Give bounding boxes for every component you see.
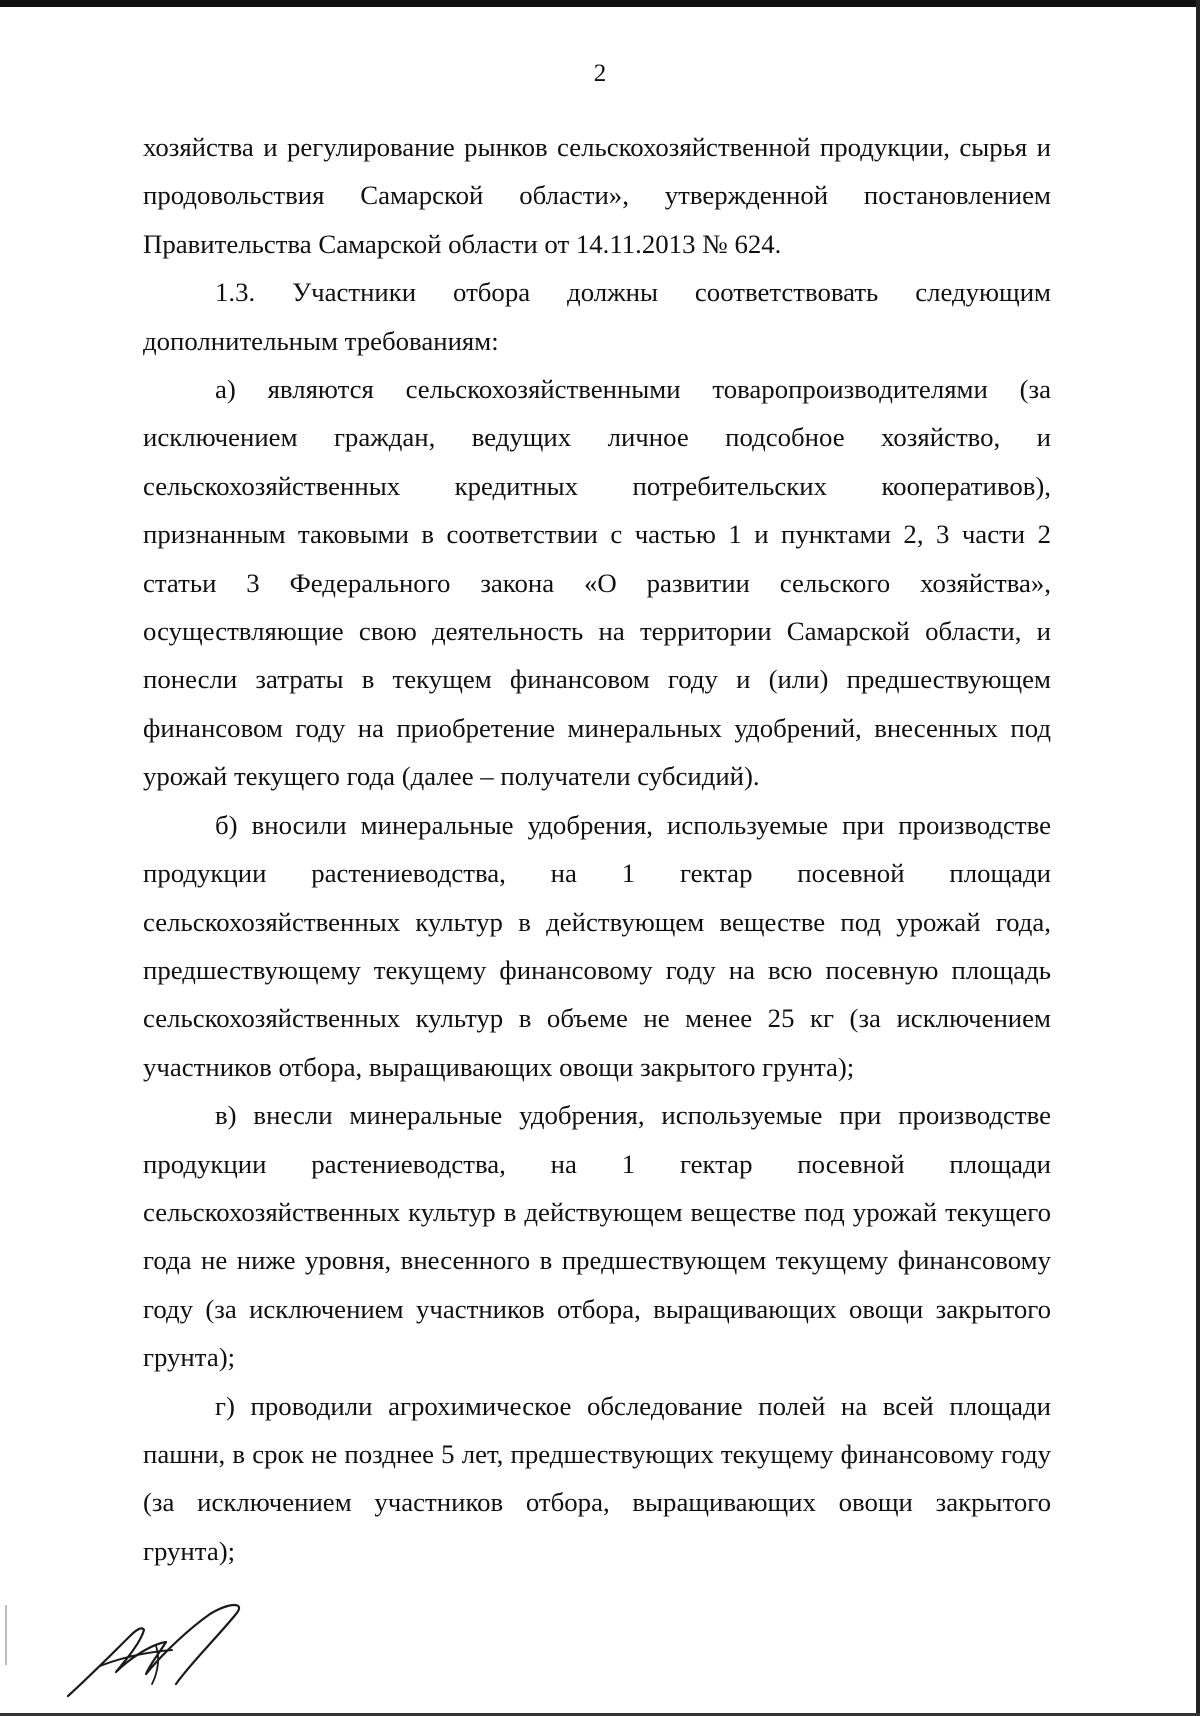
page-number: 2 [593, 60, 607, 87]
paragraph-item-g: г) проводили агрохимическое обследование полей на всей площади пашни, в срок не позднее 5 лет, предшествующих текущему финансовому году (за исключением участников отбора, выращивающих овощи закрытого грунта); [143, 1390, 1051, 1566]
paragraph-item-v: в) внесли минеральные удобрения, используемые при производстве продукции растениеводства, на 1 гектар посевной площади сельскохозяйственных культур в действующем веществе под урожай текущего года не ниже уровня, внесенного в предшествующем текущему финансовому году (за исключением участников отбора, выращивающих овощи закрытого грунта); [143, 1100, 1051, 1373]
scan-margin-mark [5, 1605, 7, 1665]
paragraph-item-b: б) вносили минеральные удобрения, используемые при производстве продукции растениеводства, на 1 гектар посевной площади сельскохозяйственных культур в действующем веществе под урожай года, предшествующему текущему финансовому году на всю посевную площадь сельскохозяйственных культур в объеме не менее 25 кг (за исключением участников отбора, выращивающих овощи закрытого грунта); [143, 809, 1051, 1082]
paragraph-item-a: а) являются сельскохозяйственными товаропроизводителями (за исключением граждан, ведущих личное подсобное хозяйство, и сельскохозяйственных кредитных потребительских кооперативов), признанным таковыми в соответствии с частью 1 и пунктами 2, 3 части 2 статьи 3 Федерального закона «О развитии сельского хозяйства», осуществляющие свою деятельность на территории Самарской области, и понесли затраты в текущем финансовом году и (или) предшествующем финансовом году на приобретение минеральных удобрений, внесенных под урожай текущего года (далее – получатели субсидий). [143, 374, 1051, 792]
handwritten-signature [60, 1592, 250, 1702]
paragraph-continuation: хозяйства и регулирование рынков сельскохозяйственной продукции, сырья и продовольствия Самарской области», утвержденной постановлением Правительства Самарской области от 14.11.2013 № 624. [143, 132, 1051, 259]
scan-edge-right [1196, 0, 1200, 1716]
paragraph-1-3: 1.3. Участники отбора должны соответствовать следующим дополнительным требованиям: [143, 277, 1051, 356]
scan-edge-top [0, 0, 1200, 7]
document-body [143, 123, 1051, 1575]
